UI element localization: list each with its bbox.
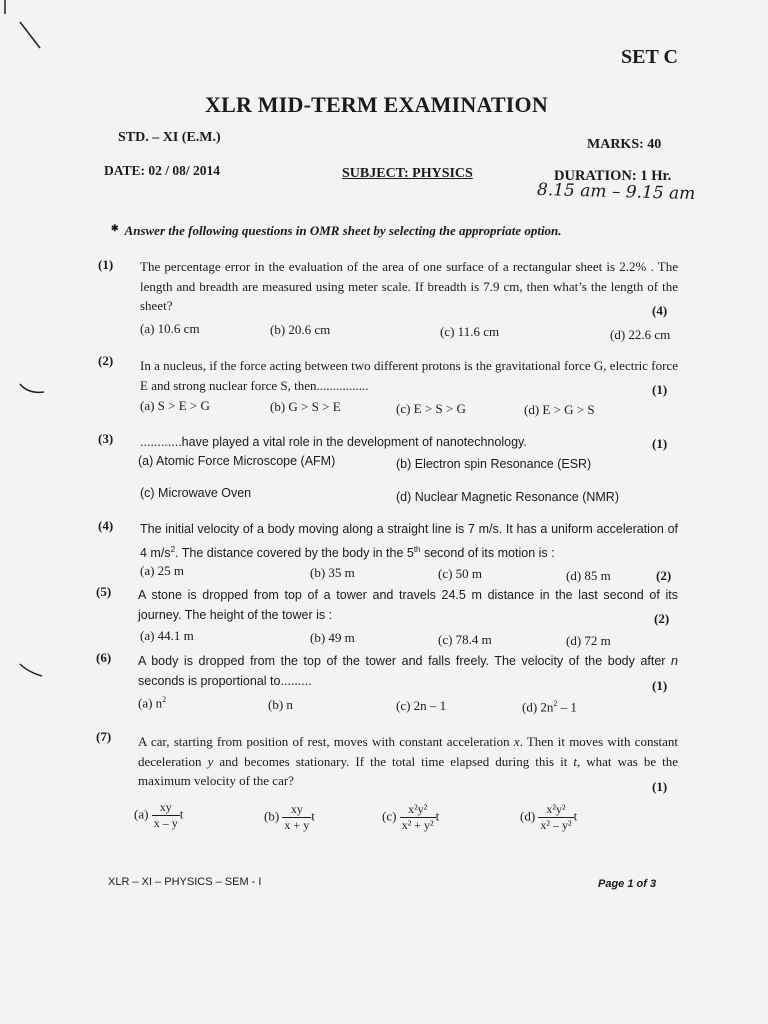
question-text: ............have played a vital role in the development of nanotechnology. — [140, 435, 527, 449]
option-d: (d) $2n^2 - 1$ — [522, 699, 577, 715]
question-number: (1) — [98, 257, 114, 272]
option-d: (d) 22.6 cm — [610, 327, 671, 342]
option-d: (d) 85 m — [566, 568, 611, 583]
option-a: (a) $\frac{xy}{x - y}$ t — [134, 800, 184, 830]
option-c: (c) Microwave Oven — [140, 486, 252, 500]
option-a: (a) S > E > G — [140, 398, 210, 413]
question-number: (6) — [96, 650, 112, 665]
question-number: (2) — [98, 353, 114, 368]
pen-stroke-top-left — [0, 0, 60, 60]
question-marks: (2) — [656, 568, 672, 583]
question-text: A car, starting from position of rest, moves with constant acceleration x. Then it moves with constant deceleration y and becomes stationary. If the total time elapsed during this it t, what was be the maximum velocity of the car? — [138, 734, 679, 788]
fraction: $\frac{xy}{x - y}$ — [153, 800, 178, 830]
fraction: $\frac{\text{x²y²}}{\text{x² – y²}}$ — [540, 802, 572, 832]
option-c: (c) $\frac{\text{x²y²}}{\text{x² + y²}}$ t — [382, 802, 440, 832]
option-c: (c) 78.4 m — [438, 632, 492, 647]
question-marks: (1) — [652, 436, 668, 451]
fraction: $\frac{xy}{x + y}$ — [284, 802, 310, 832]
option-a: (a) 25 m — [140, 563, 185, 578]
exam-title: XLR MID-TERM EXAMINATION — [205, 92, 548, 117]
question-marks: (1) — [652, 779, 668, 794]
option-a: (a) Atomic Force Microscope (AFM) — [138, 454, 336, 468]
handwritten-time: 8.15 am – 9.15 am — [536, 179, 696, 205]
question-number: (5) — [96, 584, 112, 599]
option-b: (b) 49 m — [310, 630, 355, 645]
question-text: A stone is dropped from top of a tower and travels 24.5 m distance in the last second of its journey. The height of the tower is : — [138, 588, 678, 622]
footer-course: XLR – XI – PHYSICS – SEM - I — [108, 876, 262, 888]
option-c: (c) 2n – 1 — [396, 698, 447, 713]
option-d: (d) E > G > S — [524, 402, 595, 417]
option-d: (d) $\frac{\text{x²y²}}{\text{x² – y²}}$ t — [520, 802, 578, 832]
question-number: (3) — [98, 431, 114, 446]
pen-tick-mark — [18, 660, 48, 680]
option-a: (a) $n^2$ — [138, 695, 167, 711]
option-b: (b) $\frac{xy}{x + y}$ t — [264, 802, 315, 832]
question-text: The initial velocity of a body moving along a straight line is 7 m/s. It has a uniform acceleration of 4 $m/s^2$. The distance covered by the body in the 5th second of its motion is : — [140, 522, 678, 560]
question-text: A body is dropped from the top of the tower and falls freely. The velocity of the body after n seconds is proportional to......... — [138, 654, 678, 688]
pen-tick-mark — [18, 380, 48, 400]
option-c: (c) E > S > G — [396, 401, 466, 416]
option-d: (d) Nuclear Magnetic Resonance (NMR) — [396, 490, 619, 504]
question-marks: (4) — [652, 303, 668, 318]
instruction — [111, 223, 562, 239]
question-number: (7) — [96, 729, 112, 744]
question-number: (4) — [98, 518, 114, 533]
option-b: (b) Electron spin Resonance (ESR) — [396, 457, 592, 471]
question-marks: (1) — [652, 678, 668, 693]
page-number: Page 1 of 3 — [598, 878, 657, 890]
subject-label: SUBJECT: PHYSICS — [342, 166, 473, 181]
exam-date: DATE: 02 / 08/ 2014 — [104, 163, 221, 178]
duration-label: DURATION: 1 Hr. — [554, 168, 672, 184]
standard-label: STD. – XI (E.M.) — [118, 130, 221, 145]
question-marks: (1) — [652, 382, 668, 397]
total-marks: MARKS: 40 — [587, 137, 662, 152]
option-b: (b) n — [268, 697, 293, 712]
option-b: (b) 35 m — [310, 565, 355, 580]
option-a: (a) 44.1 m — [140, 628, 194, 643]
set-label: SET C — [621, 46, 678, 68]
question-text: The percentage error in the evaluation of the area of one surface of a rectangular sheet is 2.2% . The length and breadth are measured using meter scale. If breadth is 7.9 cm, then what’s the length of the sheet? — [140, 259, 678, 313]
question-marks: (2) — [654, 611, 670, 626]
option-b: (b) 20.6 cm — [270, 322, 331, 337]
bullet-icon: ✱ — [111, 223, 119, 233]
option-c: (c) 50 m — [438, 566, 483, 581]
option-c: (c) 11.6 cm — [440, 324, 500, 339]
option-d: (d) 72 m — [566, 633, 611, 648]
question-text: In a nucleus, if the force acting between two different protons is the gravitational force G, electric force E and strong nuclear force S, then................ — [140, 358, 678, 393]
option-b: (b) G > S > E — [270, 399, 341, 414]
instruction-text: Answer the following questions in OMR sheet by selecting the appropriate option. — [124, 223, 562, 238]
fraction: $\frac{\text{x²y²}}{\text{x² + y²}}$ — [401, 802, 434, 832]
option-a: (a) 10.6 cm — [140, 321, 200, 336]
